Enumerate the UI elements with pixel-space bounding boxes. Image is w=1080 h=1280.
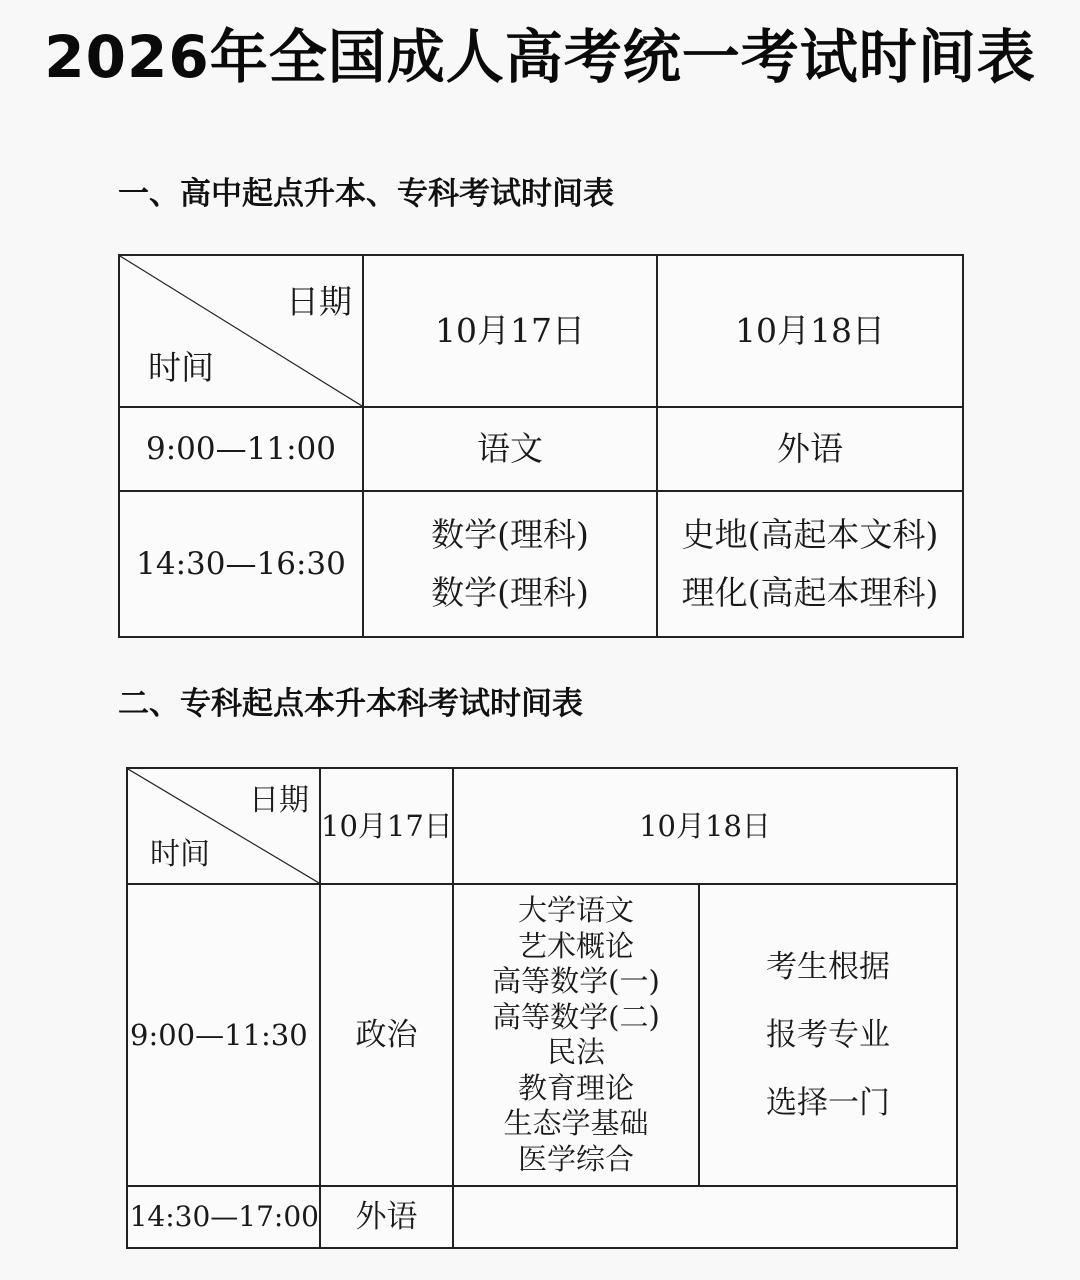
subject-option: 高等数学(二) (492, 999, 660, 1034)
time-cell: 14:30—16:30 (119, 491, 363, 637)
table-row (127, 1186, 957, 1248)
empty-cell (453, 1186, 957, 1248)
note-line: 选择一门 (766, 1085, 890, 1121)
table-header-row (119, 255, 963, 407)
corner-date-label: 日期 (249, 783, 309, 818)
time-cell: 9:00—11:00 (119, 407, 363, 491)
subject-cell (363, 491, 657, 637)
corner-time-label: 时间 (148, 348, 214, 387)
subject-option: 医学综合 (517, 1141, 634, 1176)
subject-option: 教育理论 (517, 1070, 634, 1105)
subject-option: 高等数学(一) (492, 964, 660, 998)
date-header: 10月18日 (453, 768, 957, 884)
subject-cell: 外语 (320, 1186, 453, 1248)
date-header: 10月18日 (657, 255, 963, 407)
subject-list-cell (453, 884, 699, 1186)
subject-cell: 外语 (657, 407, 963, 491)
note-cell (699, 884, 957, 1186)
corner-cell (119, 255, 363, 407)
time-cell: 14:30—17:00 (127, 1186, 320, 1248)
schedule-table-1 (118, 254, 964, 638)
corner-cell (127, 768, 320, 884)
table-row (119, 491, 963, 637)
page-title: 2026年全国成人高考统一考试时间表 (44, 23, 1036, 91)
section-heading-1: 一、高中起点升本、专科考试时间表 (118, 176, 614, 212)
subject-line: 理化(高起本理科) (681, 573, 939, 612)
time-cell: 9:00—11:30 (127, 884, 320, 1186)
corner-time-label: 时间 (150, 837, 210, 872)
subject-option: 艺术概论 (517, 928, 634, 963)
note-line: 报考专业 (766, 1017, 890, 1053)
subject-line: 史地(高起本文科) (681, 515, 939, 554)
subject-line: 数学(理科) (431, 515, 589, 554)
subject-cell (657, 491, 963, 637)
schedule-table-2 (126, 767, 958, 1249)
subject-line: 数学(理科) (431, 573, 589, 612)
subject-option: 生态学基础 (503, 1106, 649, 1140)
section-heading-2: 二、专科起点本升本科考试时间表 (118, 686, 583, 722)
table-row (127, 884, 957, 1186)
subject-cell: 政治 (320, 884, 453, 1186)
date-header: 10月17日 (320, 768, 453, 884)
corner-date-label: 日期 (286, 282, 352, 321)
note-line: 考生根据 (766, 949, 890, 985)
table-header-row (127, 768, 957, 884)
date-header: 10月17日 (363, 255, 657, 407)
table-row (119, 407, 963, 491)
subject-option: 大学语文 (517, 893, 634, 927)
subject-option: 民法 (546, 1035, 605, 1069)
subject-cell: 语文 (363, 407, 657, 491)
